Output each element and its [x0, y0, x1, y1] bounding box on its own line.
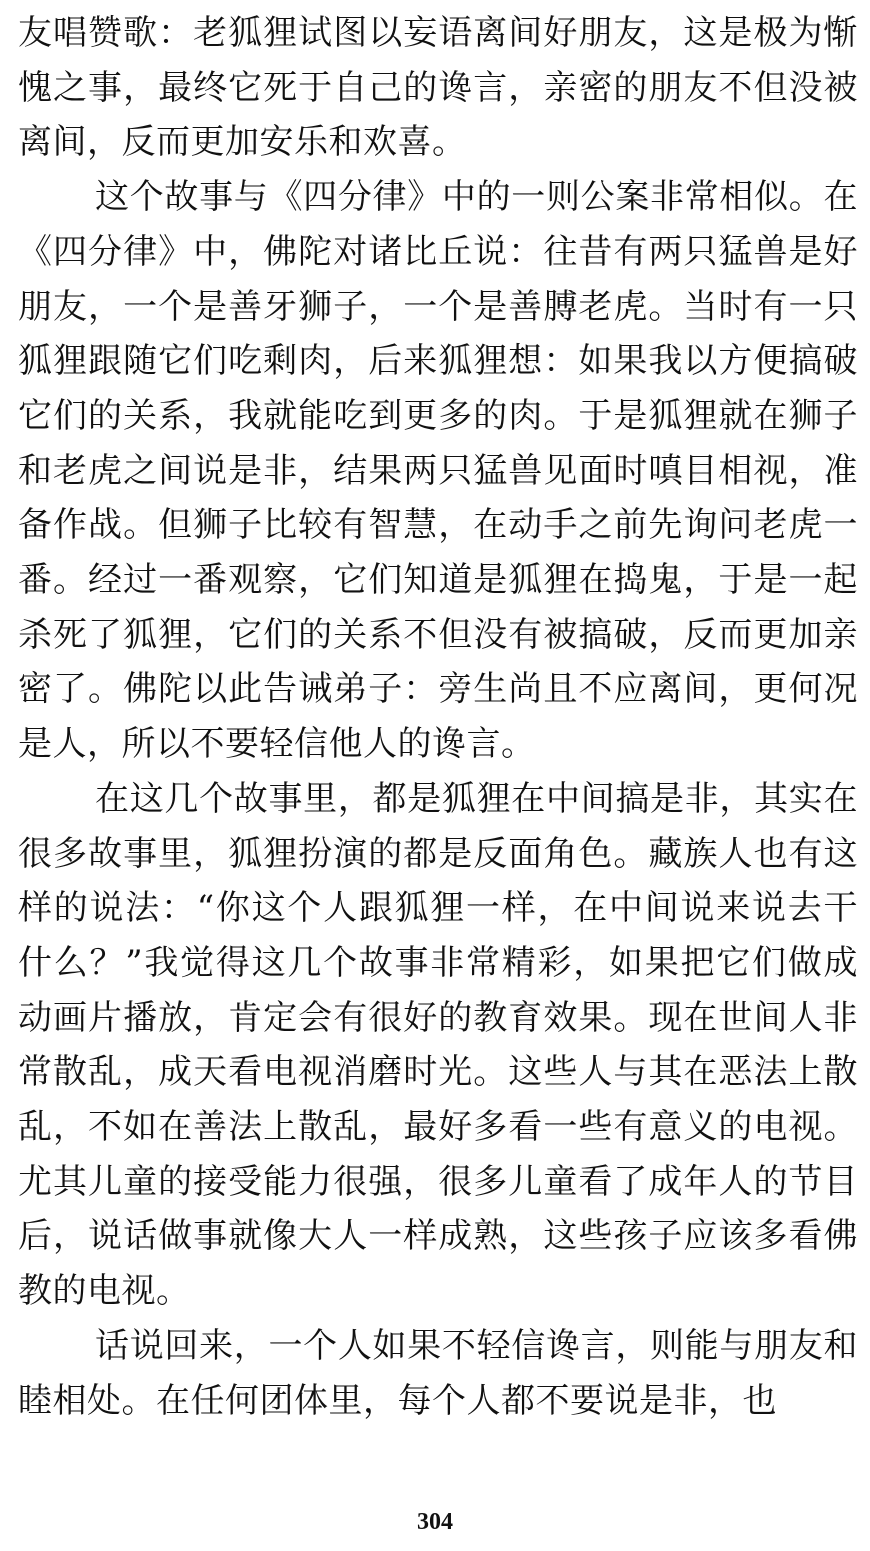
paragraph-2: 这个故事与《四分律》中的一则公案非常相似。在《四分律》中，佛陀对诸比丘说：往昔有两只猛兽是好朋友，一个是善牙狮子，一个是善膊老虎。当时有一只狐狸跟随它们吃剩肉，后来狐狸想：如果我以方便搞破它们的关系，我就能吃到更多的肉。于是狐狸就在狮子和老虎之间说是非，结果两只猛兽见面时嗔目相视，准备作战。但狮子比较有智慧，在动手之前先询问老虎一番。经过一番观察，它们知道是狐狸在捣鬼，于是一起杀死了狐狸，它们的关系不但没有被搞破，反而更加亲密了。佛陀以此告诫弟子：旁生尚且不应离间，更何况是人，所以不要轻信他人的谗言。 — [18, 177, 858, 765]
paragraph-3: 在这几个故事里，都是狐狸在中间搞是非，其实在很多故事里，狐狸扮演的都是反面角色。藏族人也有这样的说法：“你这个人跟狐狸一样，在中间说来说去干什么？”我觉得这几个故事非常精彩，如果把它们做成动画片播放，肯定会有很好的教育效果。现在世间人非常散乱，成天看电视消磨时光。这些人与其在恶法上散乱，不如在善法上散乱，最好多看一些有意义的电视。尤其儿童的接受能力很强，很多儿童看了成年人的节目后，说话做事就像大人一样成熟，这些孩子应该多看佛教的电视。 — [18, 778, 858, 1312]
page-number: 304 — [417, 1509, 453, 1535]
body-text — [18, 6, 858, 1428]
paragraph-1: 友唱赞歌：老狐狸试图以妄语离间好朋友，这是极为惭愧之事，最终它死于自己的谗言，亲密的朋友不但没被离间，反而更加安乐和欢喜。 — [18, 13, 858, 163]
paragraph-4: 话说回来，一个人如果不轻信谗言，则能与朋友和睦相处。在任何团体里，每个人都不要说是非，也 — [18, 1325, 858, 1421]
